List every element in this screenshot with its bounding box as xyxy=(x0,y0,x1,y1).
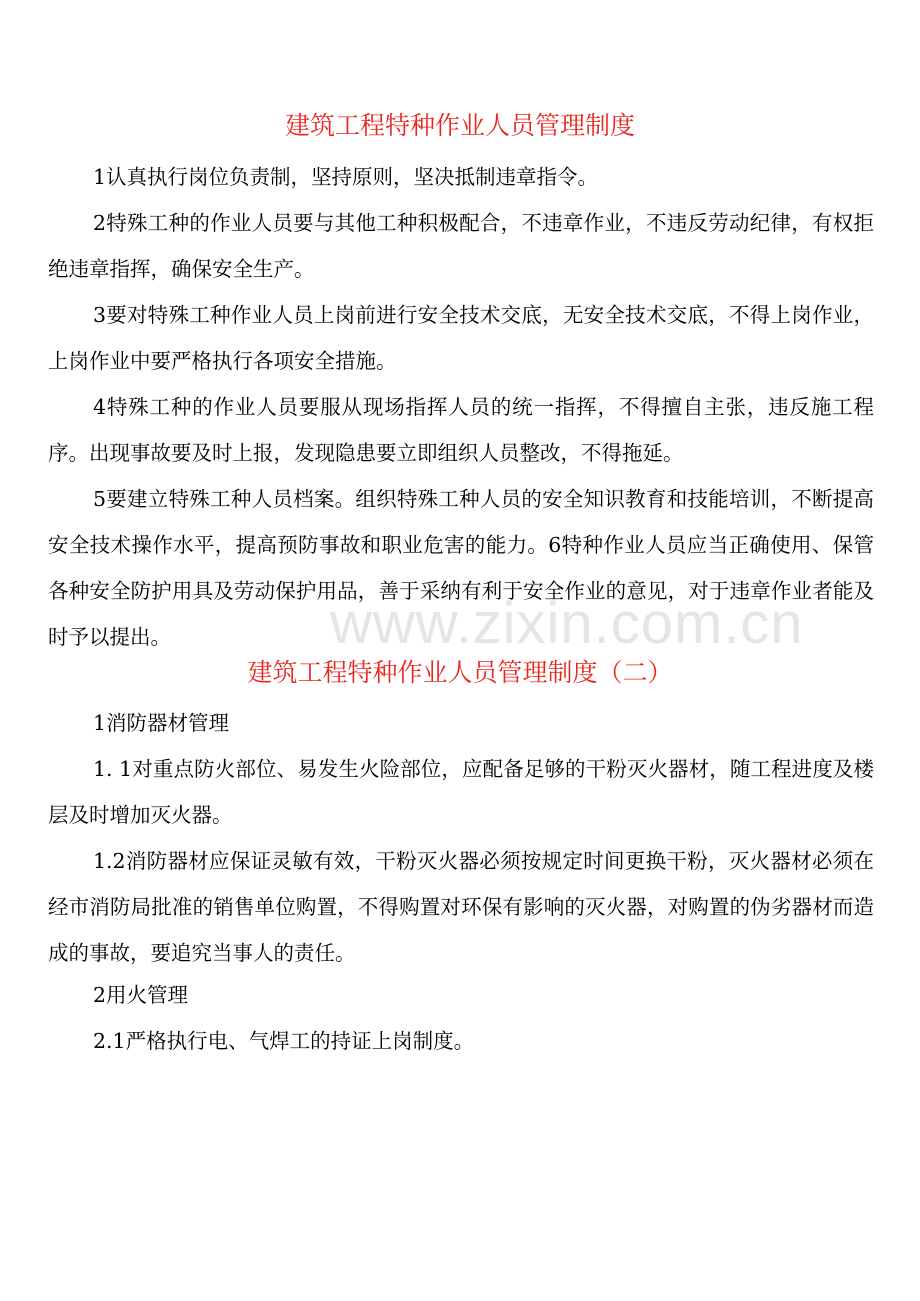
section-title-2: 建筑工程特种作业人员管理制度（二） xyxy=(247,658,673,687)
paragraph-5: 5要建立特殊工种人员档案。组织特殊工种人员的安全知识教育和技能培训，不断提高安全技术操作水平，提高预防事故和职业危害的能力。6特种作业人员应当正确使用、保管各种安全防护用具及劳动保护用品，善于采纳有利于安全作业的意见，对于违章作业者能及时予以提出。 xyxy=(48,487,874,649)
paragraph-1-2: 1.2消防器材应保证灵敏有效，干粉灭火器必须按规定时间更换干粉，灭火器材必须在经市消防局批准的销售单位购置，不得购置对环保有影响的灭火器，对购置的伪劣器材而造成的事故，要追究当事人的责任。 xyxy=(48,849,874,965)
paragraph-1-1: 1. 1对重点防火部位、易发生火险部位，应配备足够的干粉灭火器材，随工程进度及楼层及时增加灭火器。 xyxy=(48,757,874,827)
paragraph-2-1: 2.1严格执行电、气焊工的持证上岗制度。 xyxy=(93,1029,475,1053)
watermark: www.zixin.com.cn xyxy=(330,591,804,656)
document-title: 建筑工程特种作业人员管理制度 xyxy=(284,111,635,140)
paragraph-4: 4特殊工种的作业人员要服从现场指挥人员的统一指挥，不得擅自主张，违反施工程序。出现事故要及时上报，发现隐患要立即组织人员整改，不得拖延。 xyxy=(48,395,874,465)
paragraph-3: 3要对特殊工种作业人员上岗前进行安全技术交底，无安全技术交底，不得上岗作业，上岗作业中要严格执行各项安全措施。 xyxy=(48,303,874,373)
paragraph-2: 2特殊工种的作业人员要与其他工种积极配合，不违章作业，不违反劳动纪律，有权拒绝违章指挥，确保安全生产。 xyxy=(48,211,874,281)
section-heading-fire-use: 2用火管理 xyxy=(93,983,189,1007)
paragraph-1: 1认真执行岗位负责制，坚持原则，坚决抵制违章指令。 xyxy=(93,165,599,189)
section-heading-fire-equipment: 1消防器材管理 xyxy=(93,711,230,735)
